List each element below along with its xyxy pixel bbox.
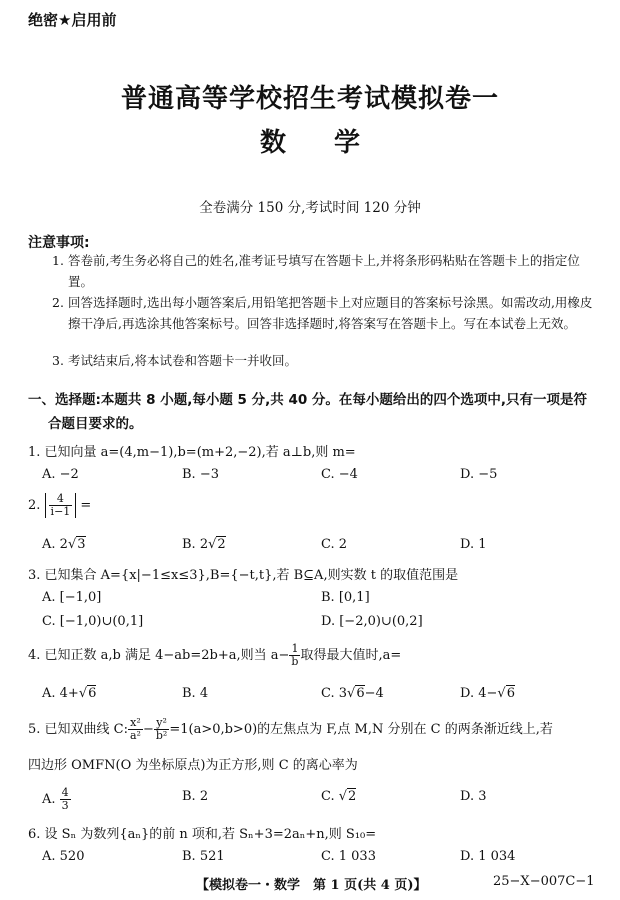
footer-page-info: 【模拟卷一・数学 第 1 页(共 4 页)】 [196,878,427,893]
note-item [52,292,597,334]
q5-y-denominator: b² [155,729,168,742]
note-number: 1. [52,253,64,268]
q1-option-b: B. −3 [182,467,219,482]
q4-option-a-radicand: 6 [88,686,97,701]
q5-option-c: C. √2 [321,789,357,804]
q4-option-a-prefix: A. 4+ [42,686,79,701]
q3-option-c: C. [−1,0)∪(0,1] [42,614,144,629]
score-time-line: 全卷满分 150 分,考试时间 120 分钟 [199,200,421,216]
note-number: 2. [52,295,64,310]
confidential-label: 绝密★启用前 [28,11,117,29]
q2-option-a-prefix: A. 2 [42,537,68,552]
question-6-stem: 6. 设 Sₙ 为数列{aₙ}的前 n 项和,若 Sₙ+3=2aₙ+n,则 S₁₀= [28,827,377,842]
q6-option-b: B. 521 [182,849,225,864]
q2-option-a-radicand: 3 [77,537,86,552]
q1-option-c: C. −4 [321,467,358,482]
q5-option-b: B. 2 [182,789,209,804]
note-item [52,350,597,371]
q5-x-denominator: a² [130,729,141,742]
notes-heading: 注意事项: [28,235,90,251]
q5-fraction-y [154,717,169,742]
q3-option-a: A. [−1,0] [42,590,102,605]
exam-title: 普通高等学校招生考试模拟卷一 [120,84,499,114]
subject-title: 数学 [259,128,408,158]
q4-denominator: b [291,655,299,668]
question-5-line-2: 四边形 OMFN(O 为坐标原点)为正方形,则 C 的离心率为 [28,758,358,773]
q2-modulus [45,493,77,518]
q2-denominator: i−1 [50,505,71,518]
q2-numerator: 4 [49,493,73,506]
q4-option-b: B. 4 [182,686,209,701]
note-text: 回答选择题时,选出每小题答案后,用铅笔把答题卡上对应题目的答案标号涂黑。如需改动,用橡皮擦干净后,再选涂其他答案标号。回答非选择题时,将答案写在答题卡上。写在本试卷上无效。 [68,295,593,331]
q2-equals: = [80,498,92,513]
footer-paper-code: 25−X−007C−1 [493,874,595,889]
q4-numerator: 1 [289,643,300,656]
q5-option-a [42,787,71,812]
q2-option-d: D. 1 [460,537,487,552]
q5-fraction-x [128,717,143,742]
q4-option-c-radicand: 6 [356,686,365,701]
q5-option-a-numerator: 4 [61,786,69,799]
q5-option-c-prefix: C. [321,789,335,804]
section-line-1: 一、选择题:本题共 8 小题,每小题 5 分,共 40 分。在每小题给出的四个选项中,只有一项是符 [28,392,588,408]
note-text: 考试结束后,将本试卷和答题卡一并收回。 [68,353,297,368]
q5-stem-start: 5. 已知双曲线 C: [28,722,128,737]
question-1-stem: 1. 已知向量 a=(4,m−1),b=(m+2,−2),若 a⊥b,则 m= [28,445,356,460]
q5-stem-end: =1(a>0,b>0)的左焦点为 F,点 M,N 分别在 C 的两条渐近线上,若 [169,722,553,737]
q4-stem-end: 取得最大值时,a= [300,648,402,663]
q6-option-c: C. 1 033 [321,849,376,864]
q5-minus: − [142,722,154,737]
q4-option-c-suffix: −4 [364,686,384,701]
q5-option-c-radicand: 2 [348,789,357,804]
q2-option-b: B. 2√2 [182,537,226,552]
q5-y-numerator: y² [154,717,169,730]
q6-option-d: D. 1 034 [460,849,516,864]
q3-option-b: B. [0,1] [321,590,370,605]
q4-stem-start: 4. 已知正数 a,b 满足 4−ab=2b+a,则当 a− [28,648,290,663]
q4-option-c-prefix: C. 3 [321,686,348,701]
q5-x-numerator: x² [128,717,143,730]
q2-number: 2. [28,498,41,513]
note-item [52,250,597,292]
q4-option-a: A. 4+√6 [42,686,97,701]
q2-option-b-radicand: 2 [217,537,226,552]
question-3-stem: 3. 已知集合 A={x|−1≤x≤3},B={−t,t},若 B⊆A,则实数 t 的取值范围是 [28,568,459,583]
q4-option-d-prefix: D. 4− [460,686,498,701]
q2-option-c: C. 2 [321,537,348,552]
question-4-stem [28,643,598,668]
q4-option-d: D. 4−√6 [460,686,515,701]
note-number: 3. [52,353,64,368]
section-heading [28,388,598,436]
q4-option-c: C. 3√6−4 [321,686,384,701]
question-2-stem [28,493,598,518]
q1-option-a: A. −2 [42,467,79,482]
q2-fraction [49,493,73,518]
q2-option-b-prefix: B. 2 [182,537,209,552]
section-line-2: 合题目要求的。 [48,416,143,432]
q5-option-a-fraction [60,787,71,812]
q2-option-a: A. 2√3 [42,537,86,552]
q5-option-a-prefix: A. [42,792,56,807]
q5-option-a-denominator: 3 [61,799,69,812]
q5-option-d: D. 3 [460,789,487,804]
q4-fraction [289,643,300,668]
q1-option-d: D. −5 [460,467,498,482]
question-5-stem [28,717,598,742]
q4-option-d-radicand: 6 [506,686,515,701]
q3-option-d: D. [−2,0)∪(0,2] [321,614,423,629]
note-text: 答卷前,考生务必将自己的姓名,准考证号填写在答题卡上,并将条形码粘贴在答题卡上的指定位置。 [68,253,580,289]
q6-option-a: A. 520 [42,849,85,864]
